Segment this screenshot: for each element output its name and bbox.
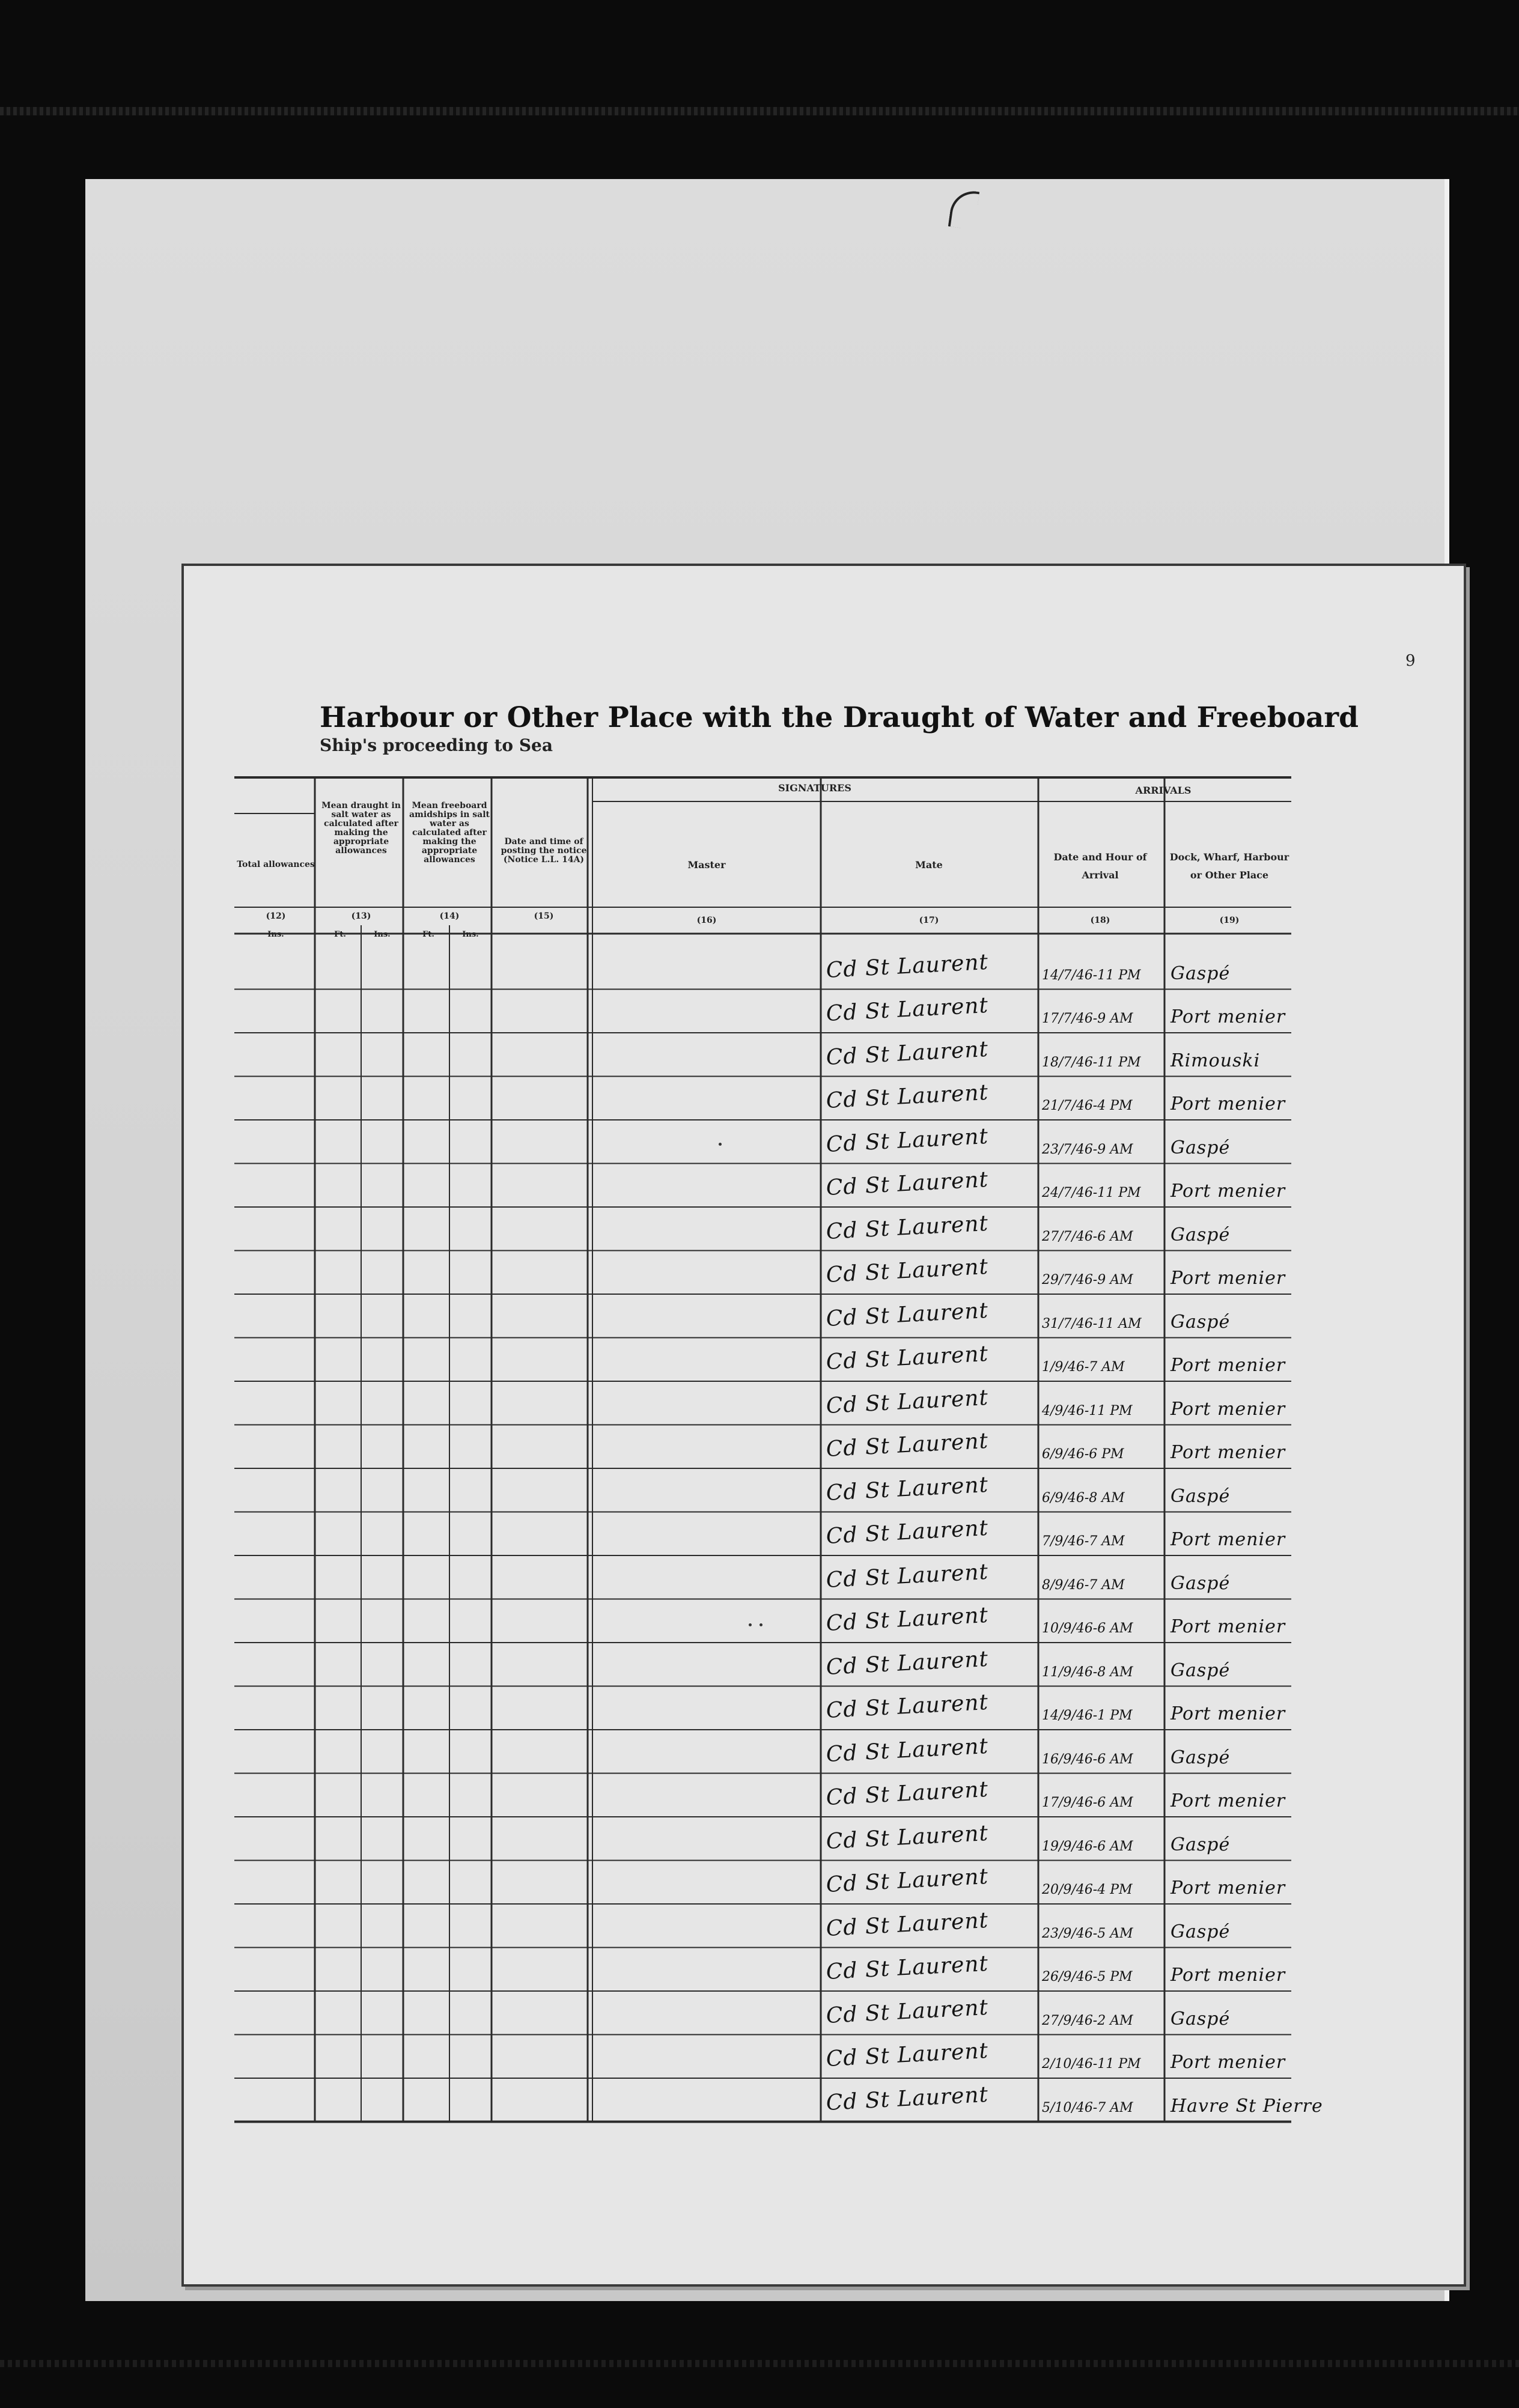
arrival-date: 6/9/46-8 AM	[1042, 1490, 1125, 1506]
outer-sheet	[85, 179, 1449, 2301]
arrival-place: Port menier	[1170, 1616, 1286, 1637]
mate-signature: Cd St Laurent	[825, 1080, 989, 1113]
arrival-place: Port menier	[1170, 1442, 1286, 1463]
arrival-date: 17/7/46-9 AM	[1042, 1011, 1133, 1026]
mate-signature: Cd St Laurent	[825, 949, 989, 983]
arrival-date: 8/9/46-7 AM	[1042, 1577, 1125, 1593]
ink-dot	[719, 1143, 722, 1146]
colnum-19: (19)	[1219, 916, 1240, 925]
arrival-place: Port menier	[1170, 1006, 1286, 1027]
arrival-place: Rimouski	[1170, 1050, 1261, 1071]
header-dock-wharf: Dock, Wharf, Harbour or Other Place	[1169, 851, 1289, 881]
arrival-place: Gaspé	[1170, 2008, 1231, 2029]
mate-signature: Cd St Laurent	[825, 1864, 989, 1897]
arrival-place: Port menier	[1170, 2052, 1286, 2073]
arrival-date: 16/9/46-6 AM	[1042, 1751, 1133, 1767]
arrival-date: 1/9/46-7 AM	[1042, 1360, 1125, 1375]
arrival-date: 14/9/46-1 PM	[1042, 1708, 1133, 1723]
arrival-date: 2/10/46-11 PM	[1042, 2057, 1141, 2072]
arrival-date: 19/9/46-6 AM	[1042, 1838, 1133, 1854]
colnum-12: (12)	[266, 911, 286, 921]
arrival-date: 7/9/46-7 AM	[1042, 1534, 1125, 1549]
arrival-date: 27/7/46-6 AM	[1042, 1229, 1133, 1244]
arrival-place: Gaspé	[1170, 1921, 1231, 1942]
arrival-place: Gaspé	[1170, 1311, 1231, 1333]
header-date-of-arrival: Date and Hour of Arrival	[1053, 851, 1147, 881]
arrival-place: Gaspé	[1170, 1485, 1231, 1507]
arrival-date: 27/9/46-2 AM	[1042, 2013, 1133, 2028]
page-title: Harbour or Other Place with the Draught of Water and Freeboard	[320, 701, 1359, 734]
scan-edge-top	[0, 107, 1519, 115]
mate-signature: Cd St Laurent	[825, 1951, 989, 1984]
unit-draught-ft: Ft.	[334, 930, 346, 939]
mate-signature: Cd St Laurent	[825, 1472, 989, 1506]
mate-signature: Cd St Laurent	[825, 1385, 989, 1418]
page-number: 9	[1405, 652, 1416, 670]
arrival-date: 23/7/46-9 AM	[1042, 1142, 1133, 1157]
arrival-date: 5/10/46-7 AM	[1042, 2100, 1133, 2115]
mate-signature: Cd St Laurent	[825, 1777, 989, 1810]
unit-total-ins: Ins.	[267, 930, 284, 939]
arrival-date: 24/7/46-11 PM	[1042, 1185, 1141, 1200]
mate-signature: Cd St Laurent	[825, 1515, 989, 1549]
arrival-date: 26/9/46-5 PM	[1042, 1969, 1133, 1984]
arrival-place: Gaspé	[1170, 1137, 1231, 1158]
ink-dot	[760, 1623, 763, 1626]
group-header-signatures: SIGNATURES	[778, 782, 851, 794]
colnum-18: (18)	[1090, 916, 1110, 925]
colnum-15: (15)	[534, 911, 554, 921]
mate-signature: Cd St Laurent	[825, 1298, 989, 1331]
header-date-of-posting: Date and time of posting the notice (Notice L.L. 14A)	[501, 837, 587, 865]
colnum-13: (13)	[351, 911, 371, 921]
mate-signature: Cd St Laurent	[825, 1123, 989, 1157]
arrival-place: Port menier	[1170, 1965, 1286, 1986]
header-mean-draught: Mean draught in salt water as calculated after making the appropriate allowances	[321, 801, 401, 856]
arrival-date: 31/7/46-11 AM	[1042, 1316, 1142, 1331]
arrival-place: Gaspé	[1170, 1572, 1231, 1594]
arrival-place: Port menier	[1170, 1093, 1286, 1114]
header-mean-freeboard: Mean freeboard amidships in salt water as calculated after making the appropriate allowances	[409, 801, 490, 865]
mate-signature: Cd St Laurent	[825, 1211, 989, 1244]
header-mate: Mate	[915, 859, 943, 871]
mate-signature: Cd St Laurent	[825, 1602, 989, 1636]
mate-signature: Cd St Laurent	[825, 1995, 989, 2028]
mate-signature: Cd St Laurent	[825, 1733, 989, 1767]
mate-signature: Cd St Laurent	[825, 1820, 989, 1854]
mate-signature: Cd St Laurent	[825, 2038, 989, 2072]
arrival-place: Port menier	[1170, 1398, 1286, 1420]
arrival-date: 17/9/46-6 AM	[1042, 1795, 1133, 1810]
colnum-16: (16)	[696, 916, 717, 925]
arrival-place: Port menier	[1170, 1181, 1286, 1202]
arrival-place: Port menier	[1170, 1529, 1286, 1550]
arrival-date: 14/7/46-11 PM	[1042, 967, 1141, 983]
mate-signature: Cd St Laurent	[825, 2082, 989, 2115]
mate-signature: Cd St Laurent	[825, 1341, 989, 1375]
group-header-arrivals: ARRIVALS	[1135, 785, 1192, 796]
arrival-place: Gaspé	[1170, 1659, 1231, 1681]
mate-signature: Cd St Laurent	[825, 993, 989, 1026]
mate-signature: Cd St Laurent	[825, 1167, 989, 1200]
mate-signature: Cd St Laurent	[825, 1646, 989, 1680]
scan-edge-bottom	[0, 2360, 1519, 2367]
mate-signature: Cd St Laurent	[825, 1689, 989, 1723]
mate-signature: Cd St Laurent	[825, 1036, 989, 1070]
arrival-place: Havre St Pierre	[1170, 2095, 1323, 2117]
arrival-place: Port menier	[1170, 1268, 1286, 1289]
arrival-place: Gaspé	[1170, 1224, 1231, 1245]
header-master: Master	[687, 859, 726, 871]
arrival-place: Port menier	[1170, 1355, 1286, 1376]
mate-signature: Cd St Laurent	[825, 1254, 989, 1288]
arrival-place: Port menier	[1170, 1790, 1286, 1811]
arrival-date: 21/7/46-4 PM	[1042, 1098, 1133, 1113]
arrival-date: 29/7/46-9 AM	[1042, 1272, 1133, 1288]
colnum-17: (17)	[919, 916, 939, 925]
unit-freeboard-ft: Ft.	[422, 930, 434, 939]
arrival-date: 6/9/46-6 PM	[1042, 1447, 1124, 1462]
pen-mark	[948, 188, 979, 230]
arrival-date: 20/9/46-4 PM	[1042, 1882, 1133, 1897]
arrival-date: 23/9/46-5 AM	[1042, 1926, 1133, 1941]
arrival-place: Gaspé	[1170, 962, 1231, 984]
unit-freeboard-ins: Ins.	[462, 930, 479, 939]
arrival-place: Gaspé	[1170, 1834, 1231, 1855]
unit-draught-ins: Ins.	[374, 930, 391, 939]
ink-dot	[749, 1623, 752, 1626]
page-subtitle: Ship's proceeding to Sea	[320, 735, 553, 755]
arrival-place: Port menier	[1170, 1877, 1286, 1899]
arrival-date: 18/7/46-11 PM	[1042, 1054, 1141, 1070]
logbook-page	[181, 564, 1466, 2287]
colnum-14: (14)	[439, 911, 460, 921]
arrival-place: Port menier	[1170, 1703, 1286, 1724]
mate-signature: Cd St Laurent	[825, 1908, 989, 1941]
mate-signature: Cd St Laurent	[825, 1428, 989, 1462]
arrival-date: 11/9/46-8 AM	[1042, 1664, 1133, 1680]
mate-signature: Cd St Laurent	[825, 1559, 989, 1593]
arrival-place: Gaspé	[1170, 1747, 1231, 1768]
header-total-allowances: Total allowances	[237, 860, 315, 869]
arrival-date: 4/9/46-11 PM	[1042, 1403, 1133, 1418]
arrival-date: 10/9/46-6 AM	[1042, 1621, 1133, 1636]
